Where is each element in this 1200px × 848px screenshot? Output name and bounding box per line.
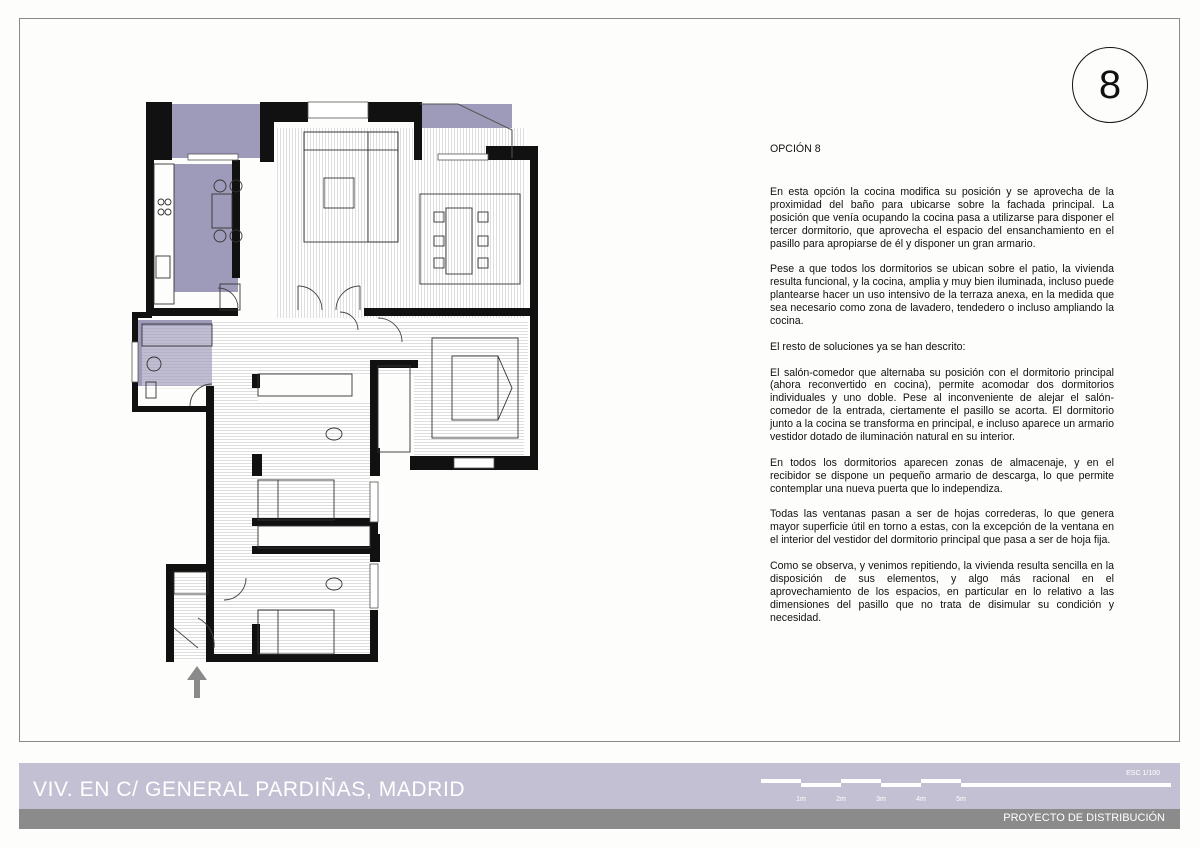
scale-tick: 5m — [956, 796, 966, 803]
description — [770, 143, 1114, 638]
sheet-number-text: 8 — [1098, 62, 1122, 107]
scale-tick: 3m — [876, 796, 886, 803]
scale-tick: 4m — [916, 796, 926, 803]
title-bar — [19, 763, 1180, 809]
paragraph: Como se observa, y venimos repitiendo, la vivienda resulta sencilla en la disposición de sus elementos, y algo más racional en el aprovechamiento de los espacios, en particular en lo relativo a las dimensiones del pasillo que no trata de disimular su condición y necesidad. — [770, 560, 1114, 624]
paragraph: Todas las ventanas pasan a ser de hojas correderas, lo que genera mayor superficie útil en torno a estas, con la excepción de la ventana en el interior del vestidor del dormitorio principal que pasa a ser de hoja fija. — [770, 508, 1114, 547]
subtitle-bar — [19, 809, 1180, 829]
scale-label: ESC 1/100 — [1126, 770, 1160, 777]
scale-bar — [761, 779, 1171, 805]
paragraph: En esta opción la cocina modifica su posición y se aprovecha de la proximidad del baño para ubicarse sobre la fachada principal. La posición que venía ocupando la cocina pasa a utilizarse para disponer el tercer dormitorio, que aprovecha el espacio del ensanchamiento en el pasillo para apropiarse de él y disponer un gran armario. — [770, 185, 1114, 250]
paragraph: Pese a que todos los dormitorios se ubican sobre el patio, la vivienda resulta funcional, y la cocina, amplia y muy bien iluminada, incluso puede plantearse hacer un uso intensivo de la terraza anexa, en la medida que sea necesario como zona de lavadero, tendedero o incluso ampliando la cocina. — [770, 263, 1114, 327]
entrance-arrow-icon — [187, 666, 207, 698]
scale-tick: 2m — [836, 796, 846, 803]
scale-ticks — [796, 796, 966, 803]
paragraph: El salón-comedor que alternaba su posición con el dormitorio principal (ahora reconvertido en cocina), permite acomodar dos dormitorios individuales y uno doble. Pese al inconveniente de alejar el salón-comedor de la entrada, ciertamente el pasillo se acorta. El dormitorio junto a la cocina se transforma en principal, e incluso aparece un armario vestidor dotado de iluminación natural en su interior. — [770, 366, 1114, 444]
floor-plan — [128, 98, 558, 708]
paragraph: El resto de soluciones ya se han descrito: — [770, 340, 966, 353]
subtitle: PROYECTO DE DISTRIBUCIÓN — [1003, 812, 1165, 824]
sheet-number — [1072, 47, 1148, 123]
option-heading: OPCIÓN 8 — [770, 143, 821, 155]
project-title: VIV. EN C/ GENERAL PARDIÑAS, MADRID — [33, 778, 466, 801]
paragraph: En todos los dormitorios aparecen zonas de almacenaje, y en el recibidor se dispone un pequeño armario de descarga, lo que permite contemplar una nueva puerta que lo independiza. — [770, 456, 1114, 495]
scale-tick: 1m — [796, 796, 806, 803]
